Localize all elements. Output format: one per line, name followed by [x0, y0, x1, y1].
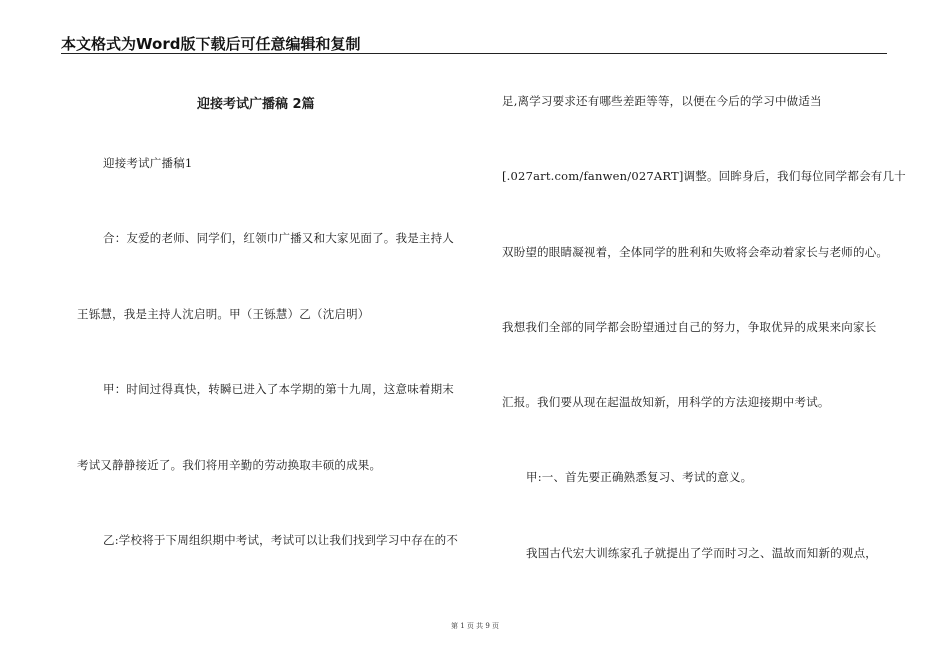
page-header-title: 本文格式为Word版下载后可任意编辑和复制 — [61, 35, 361, 53]
right-line-7: 我国古代宏大训练家孔子就提出了学而时习之、温故而知新的观点， — [526, 546, 877, 560]
left-line-2: 合：友爱的老师、同学们，红领巾广播又和大家见面了。我是主持人 — [103, 231, 454, 245]
right-line-3: 双盼望的眼睛凝视着，全体同学的胜利和失败将会牵动着家长与老师的心。 — [502, 245, 889, 259]
right-line-5: 汇报。我们要从现在起温故知新，用科学的方法迎接期中考试。 — [502, 395, 830, 409]
left-line-6: 乙:学校将于下周组织期中考试，考试可以让我们找到学习中存在的不 — [103, 533, 459, 547]
document-title: 迎接考试广播稿 2篇 — [197, 97, 315, 112]
left-line-4: 甲：时间过得真快，转瞬已进入了本学期的第十九周，这意味着期末 — [103, 382, 454, 396]
right-line-2: [.027art.com/fanwen/027ART]调整。回眸身后，我们每位同学都会有几十 — [502, 169, 906, 183]
left-line-5: 考试又静静接近了。我们将用辛勤的劳动换取丰硕的成果。 — [77, 458, 382, 472]
header-divider — [61, 53, 887, 54]
left-line-3: 王铄慧，我是主持人沈启明。甲（王铄慧）乙（沈启明） — [77, 307, 370, 321]
right-line-6: 甲:一、首先要正确熟悉复习、考试的意义。 — [526, 470, 753, 484]
right-line-1: 足,离学习要求还有哪些差距等等，以便在今后的学习中做适当 — [502, 94, 822, 108]
right-line-4: 我想我们全部的同学都会盼望通过自己的努力，争取优异的成果来向家长 — [502, 320, 877, 334]
left-line-1: 迎接考试广播稿1 — [103, 156, 193, 170]
page-number-footer: 第 1 页 共 9 页 — [450, 622, 500, 630]
